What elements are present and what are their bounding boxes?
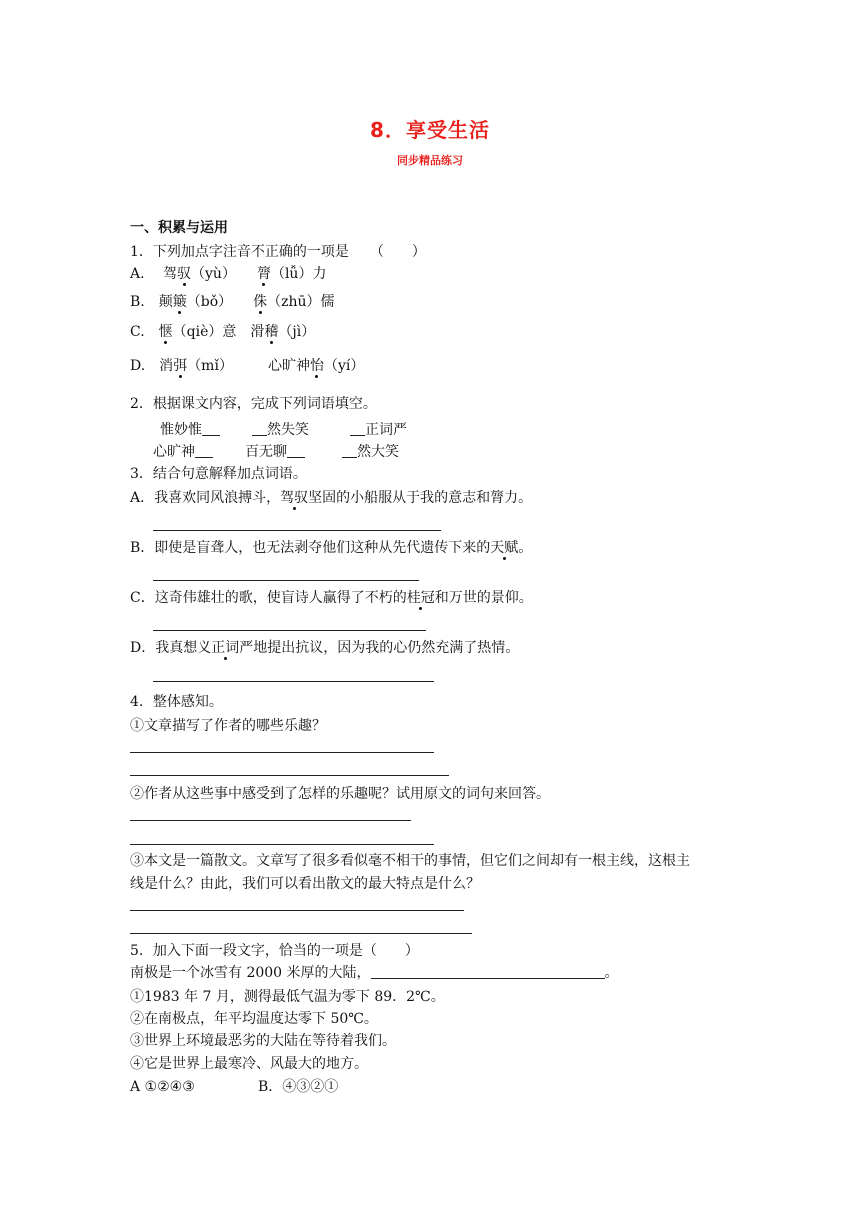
q5-lead xyxy=(130,964,619,982)
pinyin-text: （zhū）儒 xyxy=(267,294,335,310)
answer-line[interactable] xyxy=(153,630,426,631)
q4-item-2: ②作者从这些事中感受到了怎样的乐趣呢？试用原文的词句来回答。 xyxy=(130,786,550,802)
answer-line[interactable] xyxy=(130,844,434,845)
sentence-text: 坚固的小船服从于我的意志和膂力。 xyxy=(308,490,533,506)
q4-item-3-line1: ③本文是一篇散文。文章写了很多看似毫不相干的事情，但它们之间却有一根主线，这根主 xyxy=(130,853,690,869)
fill-blank[interactable] xyxy=(342,443,357,458)
q2-row1-item2 xyxy=(252,421,309,439)
answer-line[interactable] xyxy=(130,910,464,911)
fill-word: 惟妙惟 xyxy=(160,422,202,438)
q2-row2-item1 xyxy=(153,443,213,461)
answer-line[interactable] xyxy=(130,933,472,934)
fill-word: 百无聊 xyxy=(245,444,287,460)
dotted-char: 稽 xyxy=(264,324,279,340)
page-title: 8．享受生活 xyxy=(370,118,490,142)
answer-line[interactable] xyxy=(153,530,441,531)
pinyin-text: （jì） xyxy=(278,324,316,340)
option-letter: C. xyxy=(130,324,159,340)
sentence-text: A．我喜欢同风浪搏斗， xyxy=(130,490,281,506)
option-text: 颠 xyxy=(158,294,173,310)
answer-line[interactable] xyxy=(153,681,434,682)
q4-item-1: ①文章描写了作者的哪些乐趣？ xyxy=(130,718,326,734)
q1-option-c xyxy=(130,323,315,341)
q4-stem: 4．整体感知。 xyxy=(130,694,223,710)
fill-blank[interactable] xyxy=(202,421,220,436)
q5-stem: 5．加入下面一段文字，恰当的一项是（ ） xyxy=(130,943,419,959)
fill-blank[interactable] xyxy=(350,421,365,436)
q2-row1-item1 xyxy=(160,421,220,439)
pinyin-text: （yù） xyxy=(191,266,257,282)
q1-option-a xyxy=(130,265,326,283)
answer-line[interactable] xyxy=(130,775,449,776)
sentence-text: D．我真想 xyxy=(130,640,198,656)
q3-item-b xyxy=(130,539,532,557)
dotted-char: 簸 xyxy=(172,294,187,310)
option-letter: B. xyxy=(130,294,159,310)
pinyin-text: （bǒ） xyxy=(186,294,254,310)
q3-item-d xyxy=(130,639,519,657)
sentence-text: 。 xyxy=(604,965,619,981)
answer-line[interactable] xyxy=(130,820,411,821)
dotted-char: 侏 xyxy=(253,294,268,310)
pinyin-text: （yí） xyxy=(323,358,365,374)
dotted-char: 怡 xyxy=(309,358,324,374)
fill-blank[interactable] xyxy=(195,443,213,458)
option-letter: D. 消 xyxy=(130,358,174,374)
fill-word: 然大笑 xyxy=(357,444,399,460)
page-subtitle: 同步精品练习 xyxy=(397,154,463,167)
pinyin-text: （lǚ）力 xyxy=(270,266,327,282)
sentence-text: 和万世的景仰。 xyxy=(434,590,533,606)
q5-sentence-3: ③世界上环境最恶劣的大陆在等待着我们。 xyxy=(130,1033,396,1049)
q5-option-a: A ①②④③ xyxy=(130,1079,195,1095)
answer-line[interactable] xyxy=(153,580,419,581)
section-heading: 一、积累与运用 xyxy=(130,220,228,236)
dotted-word: 驾驭 xyxy=(280,490,309,506)
dotted-char: 膂 xyxy=(256,266,271,282)
sentence-text: C．这奇伟雄壮的歌，使盲诗人赢得了不朽的 xyxy=(130,590,407,606)
sentence-text: 南极是一个冰雪有 2000 米厚的大陆， xyxy=(130,965,371,981)
fill-blank[interactable] xyxy=(287,443,305,458)
q5-option-b: B．④③②① xyxy=(258,1079,339,1095)
q1-stem: 1．下列加点字注音不正确的一项是 （ ） xyxy=(130,244,426,260)
q3-item-a xyxy=(130,489,532,507)
q3-item-c xyxy=(130,589,533,607)
q2-stem: 2．根据课文内容，完成下列词语填空。 xyxy=(130,396,377,412)
dotted-word: 天赋 xyxy=(490,540,519,556)
q4-item-3-line2: 线是什么？由此，我们可以看出散文的最大特点是什么？ xyxy=(130,876,480,892)
q5-sentence-4: ④它是世界上最寒冷、风最大的地方。 xyxy=(130,1056,368,1072)
q2-row1-item3 xyxy=(350,421,407,439)
pinyin-text: （qiè）意 滑 xyxy=(172,324,265,340)
dotted-char: 驭 xyxy=(177,266,192,282)
q2-row2-item2 xyxy=(245,443,305,461)
q2-row2-item3 xyxy=(342,443,399,461)
q1-option-d xyxy=(130,357,364,375)
dotted-char: 惬 xyxy=(158,324,173,340)
q5-sentence-2: ②在南极点，年平均温度达零下 50℃。 xyxy=(130,1011,378,1027)
fill-word: 正词严 xyxy=(365,422,407,438)
fill-blank[interactable] xyxy=(252,421,267,436)
fill-word: 心旷神 xyxy=(153,444,195,460)
dotted-word: 义正词严 xyxy=(197,640,254,656)
q5-sentence-1: ①1983 年 7 月，测得最低气温为零下 89．2℃。 xyxy=(130,989,445,1005)
fill-blank[interactable] xyxy=(371,964,605,979)
fill-word: 然失笑 xyxy=(267,422,309,438)
dotted-char: 弭 xyxy=(173,358,188,374)
option-text: 驾 xyxy=(163,266,178,282)
q1-option-b xyxy=(130,293,335,311)
sentence-text: 。 xyxy=(518,540,533,556)
q3-stem: 3．结合句意解释加点词语。 xyxy=(130,466,307,482)
answer-line[interactable] xyxy=(130,752,434,753)
pinyin-text: （mǐ） 心旷神 xyxy=(187,358,310,374)
sentence-text: B．即使是盲聋人，也无法剥夺他们这种从先代遗传下来的 xyxy=(130,540,491,556)
option-letter: A. xyxy=(130,266,164,282)
sentence-text: 地提出抗议，因为我的心仍然充满了热情。 xyxy=(253,640,520,656)
dotted-word: 桂冠 xyxy=(406,590,435,606)
